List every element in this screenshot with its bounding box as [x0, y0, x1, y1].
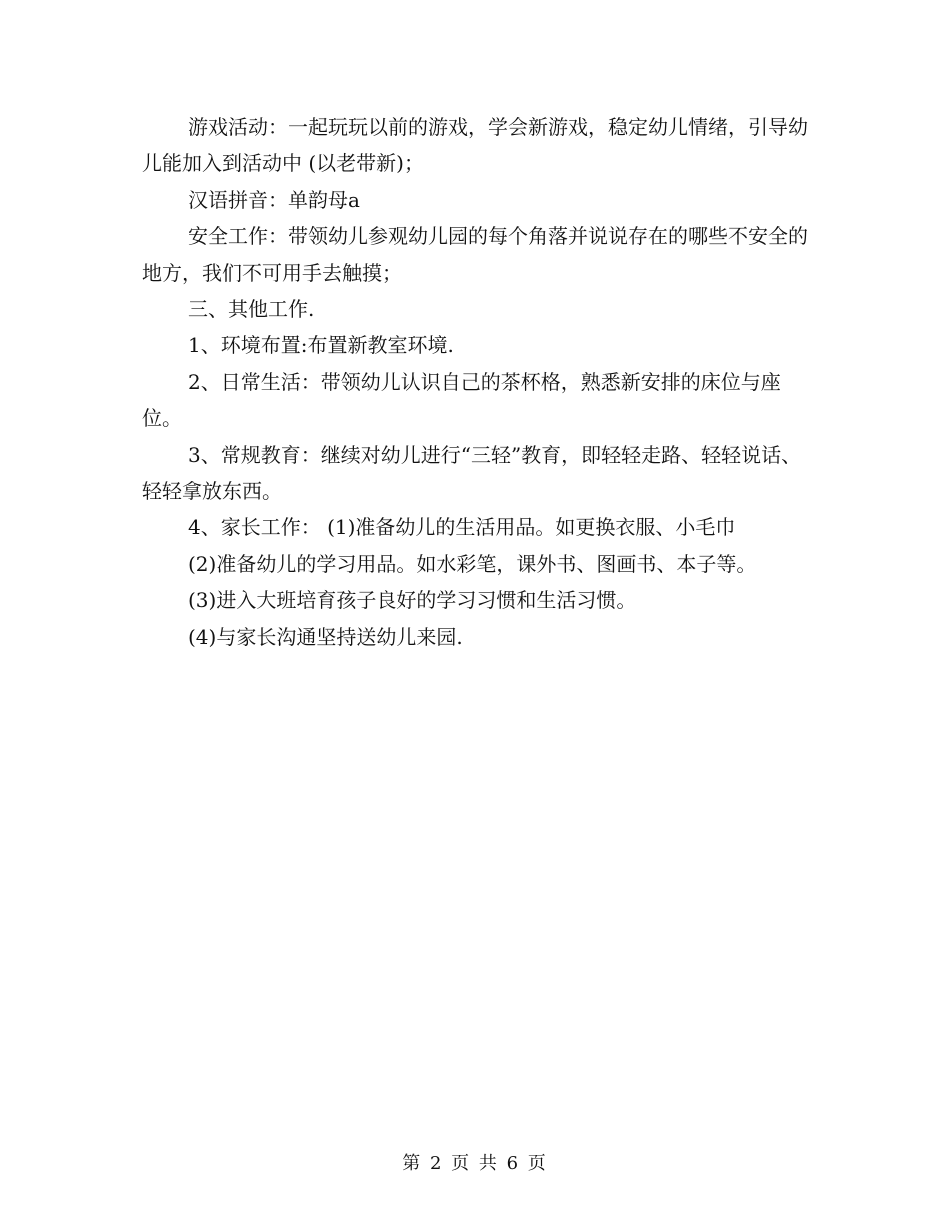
paragraph-environment: 1、环境布置:布置新教室环境.	[188, 333, 454, 358]
document-body	[142, 109, 810, 655]
paragraph-game-activity: 游戏活动：一起玩玩以前的游戏，学会新游戏，稳定幼儿情绪，引导幼儿能加入到活动中 (以老带新)；	[142, 115, 808, 176]
page-number-footer: 第 2 页 共 6 页	[402, 1153, 548, 1174]
paragraph-daily-life: 2、日常生活：带领幼儿认识自己的茶杯格，熟悉新安排的床位与座位。	[142, 369, 781, 431]
paragraph-routine-education: 3、常规教育：继续对幼儿进行“三轻”教育，即轻轻走路、轻轻说话、轻轻拿放东西。	[142, 442, 802, 504]
paragraph-safety: 安全工作：带领幼儿参观幼儿园的每个角落并说说存在的哪些不安全的地方，我们不可用手去触摸；	[142, 224, 808, 285]
paragraph-parent-item-2: (2)准备幼儿的学习用品。如水彩笔，课外书、图画书、本子等。	[188, 551, 757, 576]
paragraph-parent-item-4: (4)与家长沟通坚持送幼儿来园.	[188, 624, 463, 649]
paragraph-pinyin: 汉语拼音：单韵母a	[188, 187, 360, 212]
paragraph-parent-item-3: (3)进入大班培育孩子良好的学习习惯和生活习惯。	[188, 588, 637, 613]
paragraph-parent-work: 4、家长工作： (1)准备幼儿的生活用品。如更换衣服、小毛巾	[188, 515, 736, 540]
section-heading-other-work: 三、其他工作.	[188, 297, 315, 322]
